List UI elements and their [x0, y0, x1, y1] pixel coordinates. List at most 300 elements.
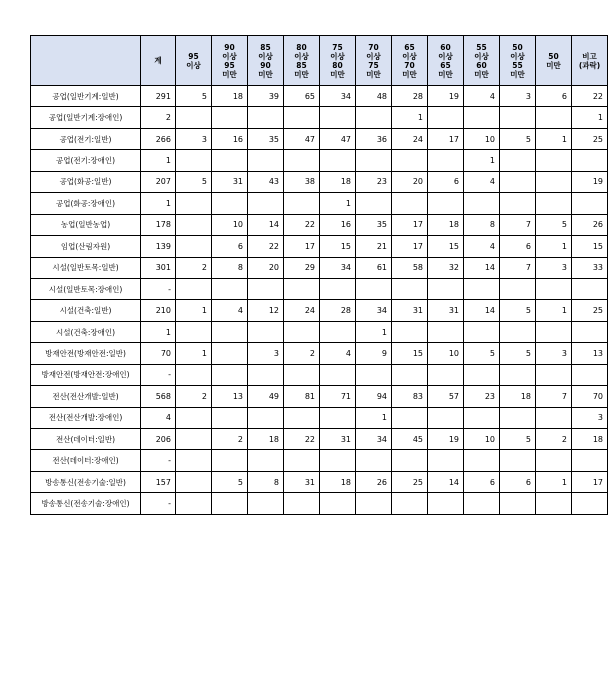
- count-cell: [536, 321, 572, 342]
- count-cell: 8: [464, 214, 500, 235]
- count-cell: [212, 450, 248, 471]
- count-cell: [176, 321, 212, 342]
- count-cell: 6: [500, 471, 536, 492]
- count-cell: 47: [284, 128, 320, 149]
- column-header: 70 이상 75 미만: [356, 36, 392, 86]
- count-cell: [572, 193, 608, 214]
- row-label: 방송통신(전송기술:장애인): [31, 493, 141, 514]
- count-cell: 28: [392, 86, 428, 107]
- row-label: 방송통신(전송기술:일반): [31, 471, 141, 492]
- count-cell: 7: [500, 257, 536, 278]
- count-cell: [248, 493, 284, 514]
- table-row: [31, 321, 608, 342]
- total-cell: 291: [141, 86, 176, 107]
- count-cell: [392, 150, 428, 171]
- count-cell: [392, 364, 428, 385]
- count-cell: 5: [500, 128, 536, 149]
- column-header: 50 미만: [536, 36, 572, 86]
- count-cell: 35: [248, 128, 284, 149]
- table-row: [31, 171, 608, 192]
- count-cell: 5: [500, 343, 536, 364]
- table-row: [31, 236, 608, 257]
- count-cell: [536, 278, 572, 299]
- count-cell: [248, 107, 284, 128]
- score-distribution-table: [30, 35, 608, 515]
- count-cell: 25: [572, 128, 608, 149]
- count-cell: 5: [212, 471, 248, 492]
- count-cell: [428, 493, 464, 514]
- count-cell: [464, 278, 500, 299]
- count-cell: 1: [392, 107, 428, 128]
- count-cell: [284, 193, 320, 214]
- table-row: [31, 128, 608, 149]
- count-cell: [572, 493, 608, 514]
- column-header: 50 이상 55 미만: [500, 36, 536, 86]
- count-cell: 10: [428, 343, 464, 364]
- count-cell: [464, 193, 500, 214]
- count-cell: 4: [212, 300, 248, 321]
- count-cell: 33: [572, 257, 608, 278]
- row-label: 전산(전산개발:일반): [31, 386, 141, 407]
- count-cell: 13: [572, 343, 608, 364]
- count-cell: [428, 450, 464, 471]
- count-cell: [176, 236, 212, 257]
- count-cell: 34: [320, 257, 356, 278]
- count-cell: 8: [212, 257, 248, 278]
- count-cell: 65: [284, 86, 320, 107]
- count-cell: 31: [428, 300, 464, 321]
- count-cell: [464, 364, 500, 385]
- count-cell: 15: [572, 236, 608, 257]
- column-header: 65 이상 70 미만: [392, 36, 428, 86]
- count-cell: [176, 493, 212, 514]
- row-label: 농업(일반농업): [31, 214, 141, 235]
- count-cell: [320, 150, 356, 171]
- count-cell: 34: [320, 86, 356, 107]
- count-cell: [536, 107, 572, 128]
- count-cell: [536, 407, 572, 428]
- count-cell: 49: [248, 386, 284, 407]
- count-cell: 22: [248, 236, 284, 257]
- count-cell: 16: [320, 214, 356, 235]
- column-header: 85 이상 90 미만: [248, 36, 284, 86]
- table-row: [31, 407, 608, 428]
- count-cell: 15: [320, 236, 356, 257]
- count-cell: 1: [464, 150, 500, 171]
- row-label: 전산(데이터:장애인): [31, 450, 141, 471]
- count-cell: [500, 171, 536, 192]
- count-cell: [248, 321, 284, 342]
- count-cell: [284, 107, 320, 128]
- count-cell: 23: [356, 171, 392, 192]
- count-cell: [536, 493, 572, 514]
- count-cell: 2: [176, 257, 212, 278]
- count-cell: 2: [536, 429, 572, 450]
- count-cell: 19: [572, 171, 608, 192]
- count-cell: [500, 450, 536, 471]
- column-header: 비고 (과락): [572, 36, 608, 86]
- count-cell: [320, 493, 356, 514]
- count-cell: [248, 364, 284, 385]
- count-cell: 29: [284, 257, 320, 278]
- count-cell: [572, 364, 608, 385]
- count-cell: 14: [428, 471, 464, 492]
- total-cell: 1: [141, 193, 176, 214]
- count-cell: 31: [320, 429, 356, 450]
- total-cell: 210: [141, 300, 176, 321]
- count-cell: [428, 150, 464, 171]
- count-cell: [500, 407, 536, 428]
- total-cell: 206: [141, 429, 176, 450]
- count-cell: [464, 321, 500, 342]
- count-cell: [500, 278, 536, 299]
- count-cell: 16: [212, 128, 248, 149]
- count-cell: [572, 321, 608, 342]
- count-cell: [176, 278, 212, 299]
- table-row: [31, 471, 608, 492]
- count-cell: 83: [392, 386, 428, 407]
- count-cell: [284, 321, 320, 342]
- count-cell: 1: [356, 407, 392, 428]
- count-cell: [176, 214, 212, 235]
- count-cell: 19: [428, 86, 464, 107]
- count-cell: [356, 450, 392, 471]
- row-label: 공업(전기:일반): [31, 128, 141, 149]
- count-cell: 15: [428, 236, 464, 257]
- count-cell: 1: [176, 343, 212, 364]
- count-cell: 18: [572, 429, 608, 450]
- count-cell: [248, 450, 284, 471]
- count-cell: 6: [500, 236, 536, 257]
- total-cell: 301: [141, 257, 176, 278]
- table-row: [31, 214, 608, 235]
- total-cell: 266: [141, 128, 176, 149]
- table-row: [31, 450, 608, 471]
- count-cell: 28: [320, 300, 356, 321]
- count-cell: 24: [284, 300, 320, 321]
- count-cell: [320, 321, 356, 342]
- count-cell: [320, 450, 356, 471]
- count-cell: [212, 407, 248, 428]
- count-cell: 17: [392, 214, 428, 235]
- count-cell: 1: [176, 300, 212, 321]
- count-cell: [176, 471, 212, 492]
- total-cell: 568: [141, 386, 176, 407]
- total-cell: -: [141, 278, 176, 299]
- count-cell: 1: [536, 471, 572, 492]
- count-cell: 31: [212, 171, 248, 192]
- count-cell: [392, 407, 428, 428]
- count-cell: [320, 107, 356, 128]
- count-cell: 4: [464, 171, 500, 192]
- total-cell: 178: [141, 214, 176, 235]
- row-label: 시설(일반토목:일반): [31, 257, 141, 278]
- count-cell: 5: [464, 343, 500, 364]
- count-cell: 2: [176, 386, 212, 407]
- count-cell: [248, 193, 284, 214]
- count-cell: [392, 493, 428, 514]
- count-cell: [284, 278, 320, 299]
- count-cell: [212, 321, 248, 342]
- count-cell: 32: [428, 257, 464, 278]
- count-cell: 1: [356, 321, 392, 342]
- row-label: 공업(화공:일반): [31, 171, 141, 192]
- count-cell: 12: [248, 300, 284, 321]
- total-cell: -: [141, 364, 176, 385]
- count-cell: 31: [284, 471, 320, 492]
- count-cell: [212, 343, 248, 364]
- count-cell: 5: [176, 86, 212, 107]
- count-cell: 6: [536, 86, 572, 107]
- count-cell: 19: [428, 429, 464, 450]
- count-cell: [572, 278, 608, 299]
- count-cell: [356, 278, 392, 299]
- table-row: [31, 150, 608, 171]
- count-cell: [284, 493, 320, 514]
- count-cell: [176, 429, 212, 450]
- count-cell: 17: [428, 128, 464, 149]
- header-row: [31, 36, 608, 86]
- count-cell: [356, 193, 392, 214]
- count-cell: [356, 364, 392, 385]
- total-cell: 4: [141, 407, 176, 428]
- count-cell: [212, 107, 248, 128]
- count-cell: [392, 278, 428, 299]
- count-cell: 3: [176, 128, 212, 149]
- count-cell: 3: [536, 257, 572, 278]
- row-label: 공업(화공:장애인): [31, 193, 141, 214]
- table-row: [31, 429, 608, 450]
- table-row: [31, 493, 608, 514]
- count-cell: [500, 321, 536, 342]
- count-cell: 22: [284, 214, 320, 235]
- count-cell: [392, 450, 428, 471]
- count-cell: 25: [572, 300, 608, 321]
- table-row: [31, 86, 608, 107]
- table-row: [31, 300, 608, 321]
- count-cell: [536, 150, 572, 171]
- count-cell: 10: [464, 128, 500, 149]
- count-cell: [176, 407, 212, 428]
- count-cell: [356, 107, 392, 128]
- count-cell: [284, 407, 320, 428]
- count-cell: 20: [392, 171, 428, 192]
- count-cell: [428, 407, 464, 428]
- total-cell: 70: [141, 343, 176, 364]
- count-cell: 1: [536, 128, 572, 149]
- count-cell: 47: [320, 128, 356, 149]
- count-cell: 9: [356, 343, 392, 364]
- count-cell: 36: [356, 128, 392, 149]
- column-header: 95 이상: [176, 36, 212, 86]
- count-cell: 7: [500, 214, 536, 235]
- total-cell: -: [141, 450, 176, 471]
- column-header: 계: [141, 36, 176, 86]
- count-cell: [356, 493, 392, 514]
- count-cell: [428, 107, 464, 128]
- row-label: 공업(전기:장애인): [31, 150, 141, 171]
- count-cell: 14: [464, 300, 500, 321]
- count-cell: 6: [428, 171, 464, 192]
- count-cell: 20: [248, 257, 284, 278]
- count-cell: [176, 107, 212, 128]
- count-cell: 4: [464, 236, 500, 257]
- count-cell: 18: [500, 386, 536, 407]
- table-row: [31, 386, 608, 407]
- count-cell: 25: [392, 471, 428, 492]
- count-cell: [536, 171, 572, 192]
- count-cell: 6: [212, 236, 248, 257]
- count-cell: 70: [572, 386, 608, 407]
- count-cell: 26: [572, 214, 608, 235]
- count-cell: [356, 150, 392, 171]
- count-cell: [212, 493, 248, 514]
- row-label: 공업(일반기계:일반): [31, 86, 141, 107]
- table-body: [31, 86, 608, 515]
- count-cell: [176, 364, 212, 385]
- count-cell: [248, 407, 284, 428]
- count-cell: 1: [572, 107, 608, 128]
- count-cell: 71: [320, 386, 356, 407]
- count-cell: 22: [284, 429, 320, 450]
- count-cell: 35: [356, 214, 392, 235]
- count-cell: [500, 193, 536, 214]
- count-cell: 17: [572, 471, 608, 492]
- count-cell: [428, 278, 464, 299]
- count-cell: 1: [320, 193, 356, 214]
- count-cell: 18: [320, 471, 356, 492]
- count-cell: [464, 107, 500, 128]
- count-cell: [284, 450, 320, 471]
- row-label: 전산(전산개발:장애인): [31, 407, 141, 428]
- count-cell: 7: [536, 386, 572, 407]
- count-cell: 22: [572, 86, 608, 107]
- count-cell: 24: [392, 128, 428, 149]
- count-cell: [392, 321, 428, 342]
- count-cell: 17: [284, 236, 320, 257]
- count-cell: 8: [248, 471, 284, 492]
- count-cell: 1: [536, 236, 572, 257]
- count-cell: 4: [320, 343, 356, 364]
- table-row: [31, 107, 608, 128]
- count-cell: 43: [248, 171, 284, 192]
- count-cell: 2: [284, 343, 320, 364]
- count-cell: 21: [356, 236, 392, 257]
- count-cell: [464, 450, 500, 471]
- count-cell: [572, 450, 608, 471]
- total-cell: 157: [141, 471, 176, 492]
- count-cell: 2: [212, 429, 248, 450]
- count-cell: [212, 278, 248, 299]
- count-cell: [500, 107, 536, 128]
- table-row: [31, 193, 608, 214]
- count-cell: 58: [392, 257, 428, 278]
- total-cell: -: [141, 493, 176, 514]
- header-corner-cell: [31, 36, 141, 86]
- count-cell: [320, 407, 356, 428]
- total-cell: 1: [141, 321, 176, 342]
- count-cell: 5: [536, 214, 572, 235]
- row-label: 시설(건축:장애인): [31, 321, 141, 342]
- count-cell: 23: [464, 386, 500, 407]
- count-cell: 45: [392, 429, 428, 450]
- count-cell: 18: [428, 214, 464, 235]
- row-label: 공업(일반기계:장애인): [31, 107, 141, 128]
- count-cell: [212, 150, 248, 171]
- count-cell: 26: [356, 471, 392, 492]
- count-cell: [248, 278, 284, 299]
- column-header: 75 이상 80 미만: [320, 36, 356, 86]
- count-cell: [320, 364, 356, 385]
- count-cell: 34: [356, 429, 392, 450]
- table-row: [31, 343, 608, 364]
- count-cell: 17: [392, 236, 428, 257]
- total-cell: 2: [141, 107, 176, 128]
- count-cell: 48: [356, 86, 392, 107]
- count-cell: [536, 364, 572, 385]
- table-row: [31, 364, 608, 385]
- count-cell: 10: [464, 429, 500, 450]
- count-cell: [464, 493, 500, 514]
- count-cell: 5: [500, 300, 536, 321]
- count-cell: [500, 493, 536, 514]
- count-cell: 39: [248, 86, 284, 107]
- count-cell: 15: [392, 343, 428, 364]
- count-cell: [176, 450, 212, 471]
- column-header: 90 이상 95 미만: [212, 36, 248, 86]
- count-cell: [284, 150, 320, 171]
- count-cell: 14: [248, 214, 284, 235]
- count-cell: 1: [536, 300, 572, 321]
- count-cell: [176, 193, 212, 214]
- column-header: 60 이상 65 미만: [428, 36, 464, 86]
- count-cell: 3: [248, 343, 284, 364]
- count-cell: 81: [284, 386, 320, 407]
- table-row: [31, 278, 608, 299]
- total-cell: 207: [141, 171, 176, 192]
- total-cell: 1: [141, 150, 176, 171]
- count-cell: [500, 364, 536, 385]
- count-cell: 18: [212, 86, 248, 107]
- count-cell: [320, 278, 356, 299]
- count-cell: 31: [392, 300, 428, 321]
- count-cell: 38: [284, 171, 320, 192]
- row-label: 임업(산림자원): [31, 236, 141, 257]
- count-cell: 14: [464, 257, 500, 278]
- count-cell: [392, 193, 428, 214]
- count-cell: 13: [212, 386, 248, 407]
- count-cell: [212, 364, 248, 385]
- count-cell: 94: [356, 386, 392, 407]
- count-cell: 3: [536, 343, 572, 364]
- count-cell: 4: [464, 86, 500, 107]
- count-cell: 61: [356, 257, 392, 278]
- count-cell: [428, 193, 464, 214]
- count-cell: 3: [572, 407, 608, 428]
- row-label: 시설(일반토목:장애인): [31, 278, 141, 299]
- count-cell: [284, 364, 320, 385]
- count-cell: [176, 150, 212, 171]
- count-cell: 34: [356, 300, 392, 321]
- count-cell: [464, 407, 500, 428]
- count-cell: 57: [428, 386, 464, 407]
- count-cell: [428, 321, 464, 342]
- count-cell: 10: [212, 214, 248, 235]
- count-cell: [500, 150, 536, 171]
- row-label: 방재안전(방재안전:일반): [31, 343, 141, 364]
- column-header: 55 이상 60 미만: [464, 36, 500, 86]
- count-cell: [536, 193, 572, 214]
